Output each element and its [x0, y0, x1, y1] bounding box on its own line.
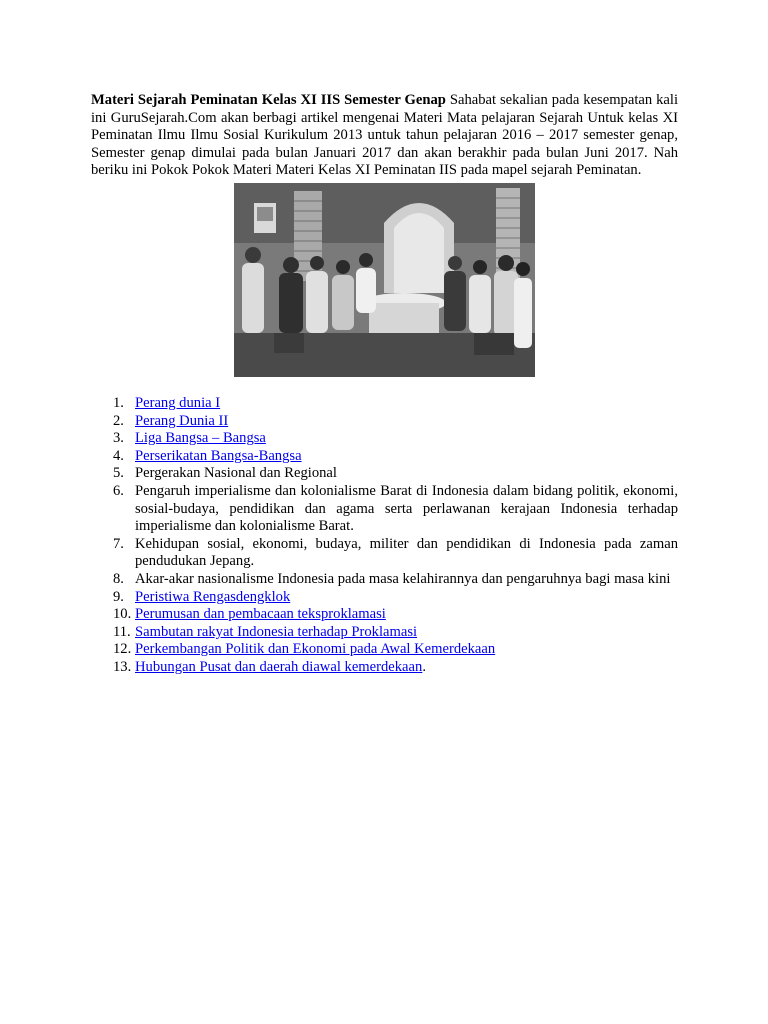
- list-item-suffix: .: [422, 658, 426, 675]
- list-item-number: 13.: [113, 658, 132, 675]
- list-item-text: [135, 536, 678, 571]
- topic-link[interactable]: Perkembangan Politik dan Ekonomi pada Awal Kemerdekaan: [135, 641, 496, 658]
- list-item-text: [135, 430, 678, 448]
- list-item-number: 2.: [113, 412, 124, 429]
- topic-link[interactable]: Peristiwa Rengasdengklok: [135, 588, 291, 605]
- topic-link[interactable]: Sambutan rakyat Indonesia terhadap Proklamasi: [135, 623, 418, 640]
- historical-photo: [234, 183, 535, 377]
- list-item-number: 3.: [113, 430, 124, 447]
- list-item: [91, 641, 678, 659]
- list-item: [91, 659, 678, 677]
- list-item-number: 6.: [113, 482, 124, 499]
- topic-text: Kehidupan sosial, ekonomi, budaya, militer dan pendidikan di Indonesia pada zaman pendudukan Jepang.: [135, 535, 678, 570]
- list-item: [91, 430, 678, 448]
- list-item-number: 5.: [113, 465, 124, 482]
- intro-body: Sahabat sekalian pada kesempatan kali ini GuruSejarah.Com akan berbagi artikel mengenai Materi Mata pelajaran Sejarah Untuk kelas XI Peminatan Ilmu Ilmu Sosial Kurikulum 2013 untuk tahun pelajaran 2016 – 2017 semester genap, Semester genap dimulai pada bulan Januari 2017 dan akan berakhir pada bulan Juni 2017. Nah beriku ini Pokok Pokok Materi Materi Kelas XI Peminatan IIS pada mapel sejarah Peminatan.: [91, 92, 678, 179]
- list-item-text: [135, 571, 678, 589]
- list-item: [91, 571, 678, 589]
- topic-link[interactable]: Liga Bangsa – Bangsa: [135, 430, 266, 447]
- topic-text: Akar-akar nasionalisme Indonesia pada masa kelahirannya dan pengaruhnya bagi masa kini: [135, 570, 671, 587]
- topic-link[interactable]: Perserikatan Bangsa-Bangsa: [135, 447, 302, 464]
- list-item-number: 10.: [113, 606, 132, 623]
- list-item-number: 9.: [113, 588, 124, 605]
- list-item-number: 4.: [113, 447, 124, 464]
- list-item: [91, 483, 678, 536]
- list-item-number: 12.: [113, 641, 132, 658]
- list-item: [91, 465, 678, 483]
- topic-link[interactable]: Perang Dunia II: [135, 412, 229, 429]
- document-page: [91, 92, 678, 676]
- list-item: [91, 413, 678, 431]
- list-item-text: [135, 413, 678, 431]
- list-item-text: [135, 395, 678, 413]
- list-item: [91, 606, 678, 624]
- list-item: [91, 624, 678, 642]
- list-item: [91, 448, 678, 466]
- list-item-number: 11.: [113, 623, 131, 640]
- list-item-text: [135, 624, 678, 642]
- list-item-text: [135, 589, 678, 607]
- topic-link[interactable]: Perang dunia I: [135, 394, 221, 411]
- list-item: [91, 589, 678, 607]
- topic-list: [91, 395, 678, 677]
- list-item-text: [135, 659, 678, 677]
- list-item-text: [135, 641, 678, 659]
- list-item-number: 7.: [113, 535, 124, 552]
- topic-link[interactable]: Hubungan Pusat dan daerah diawal kemerdekaan: [135, 658, 423, 675]
- list-item-text: [135, 448, 678, 466]
- topic-link[interactable]: Perumusan dan pembacaan teksproklamasi: [135, 606, 386, 623]
- list-item-text: [135, 483, 678, 536]
- topic-text: Pengaruh imperialisme dan kolonialisme Barat di Indonesia dalam bidang politik, ekonomi, sosial-budaya, pendidikan dan agama serta perlawanan kerajaan Indonesia terhadap imperialisme dan kolonialisme Barat.: [135, 482, 678, 535]
- list-item: [91, 395, 678, 413]
- list-item: [91, 536, 678, 571]
- intro-title: Materi Sejarah Peminatan Kelas XI IIS Semester Genap: [91, 92, 446, 108]
- intro-paragraph: [91, 92, 678, 180]
- list-item-text: [135, 465, 678, 483]
- list-item-number: 1.: [113, 394, 124, 411]
- list-item-number: 8.: [113, 570, 124, 587]
- list-item-text: [135, 606, 678, 624]
- topic-text: Pergerakan Nasional dan Regional: [135, 465, 337, 482]
